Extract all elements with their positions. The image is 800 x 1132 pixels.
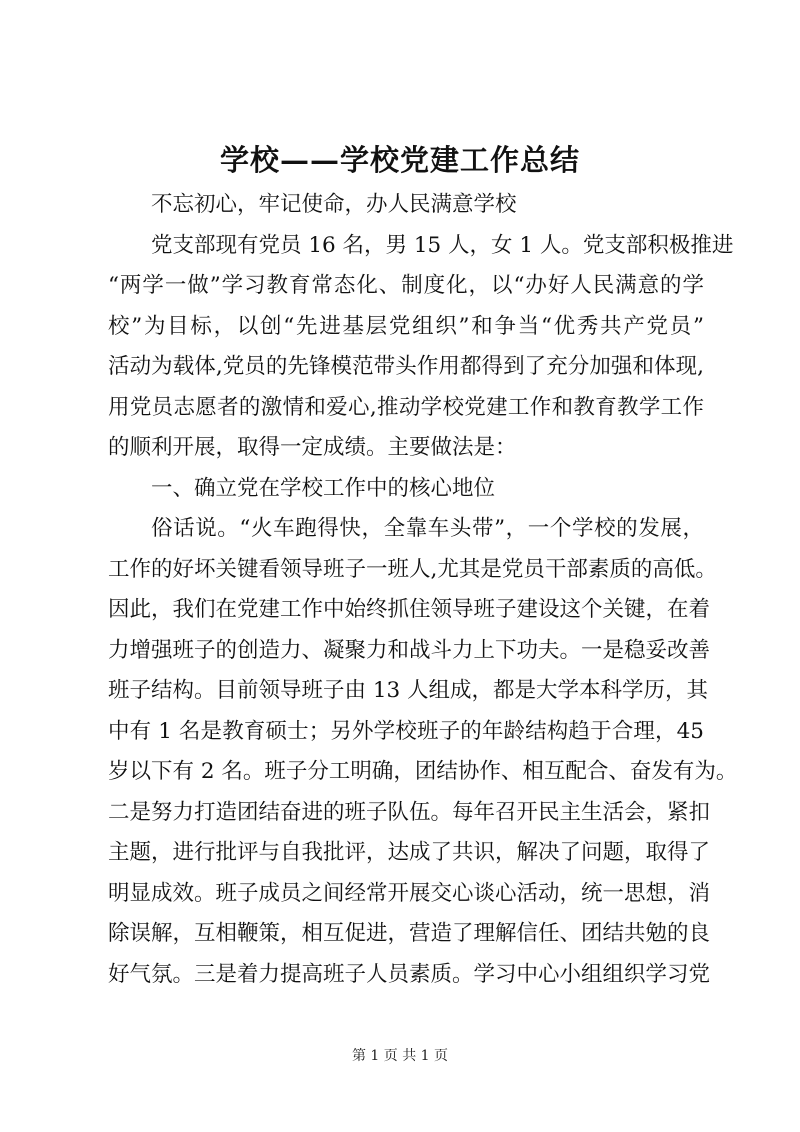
paragraph-line: 的顺利开展，取得一定成绩。主要做法是：: [108, 435, 517, 460]
section-heading: 一、确立党在学校工作中的核心地位: [151, 475, 496, 501]
paragraph-line: 中有 1 名是教育硕士；另外学校班子的年龄结构趋于合理，45: [108, 718, 704, 744]
paragraph-line: 岁以下有 2 名。班子分工明确，团结协作、相互配合、奋发有为。: [108, 759, 738, 784]
paragraph-line: “两学一做”学习教育常态化、制度化，以“办好人民满意的学: [108, 273, 704, 298]
paragraph-line: 校”为目标，以创“先进基层党组织”和争当“优秀共产党员”: [108, 313, 704, 339]
paragraph-line: 工作的好坏关键看领导班子一班人,尤其是党员干部素质的高低。: [108, 556, 717, 582]
paragraph-line: 俗话说。“火车跑得快，全靠车头带”，一个学校的发展，: [151, 516, 704, 541]
paragraph-line: 不忘初心，牢记使命，办人民满意学校: [151, 192, 517, 217]
paragraph-line: 除误解，互相鞭策，相互促进，营造了理解信任、团结共勉的良: [108, 921, 711, 946]
paragraph-line: 活动为载体,党员的先锋模范带头作用都得到了充分加强和体现,: [108, 354, 704, 379]
paragraph-line: 主题，进行批评与自我批评，达成了共识，解决了问题，取得了: [108, 840, 711, 865]
paragraph-line: 好气氛。三是着力提高班子人员素质。学习中心小组组织学习党: [108, 961, 711, 987]
page-number-footer: 第 1 页 共 1 页: [351, 1048, 449, 1064]
paragraph-line: 明显成效。班子成员之间经常开展交心谈心活动，统一思想，消: [108, 880, 711, 906]
paragraph-line: 二是努力打造团结奋进的班子队伍。每年召开民主生活会，紧扣: [108, 799, 711, 825]
paragraph-line: 用党员志愿者的激情和爱心,推动学校党建工作和教育教学工作: [108, 394, 704, 420]
paragraph-line: 班子结构。目前领导班子由 13 人组成，都是大学本科学历，其: [108, 678, 709, 703]
paragraph-line: 力增强班子的创造力、凝聚力和战斗力上下功夫。一是稳妥改善: [108, 637, 711, 663]
paragraph-line: 因此，我们在党建工作中始终抓住领导班子建设这个关键，在着: [108, 597, 711, 622]
document-body: [108, 185, 738, 995]
paragraph-line: 党支部现有党员 16 名，男 15 人，女 1 人。党支部积极推进: [151, 232, 734, 258]
document-title: 学校——学校党建工作总结: [219, 143, 580, 177]
